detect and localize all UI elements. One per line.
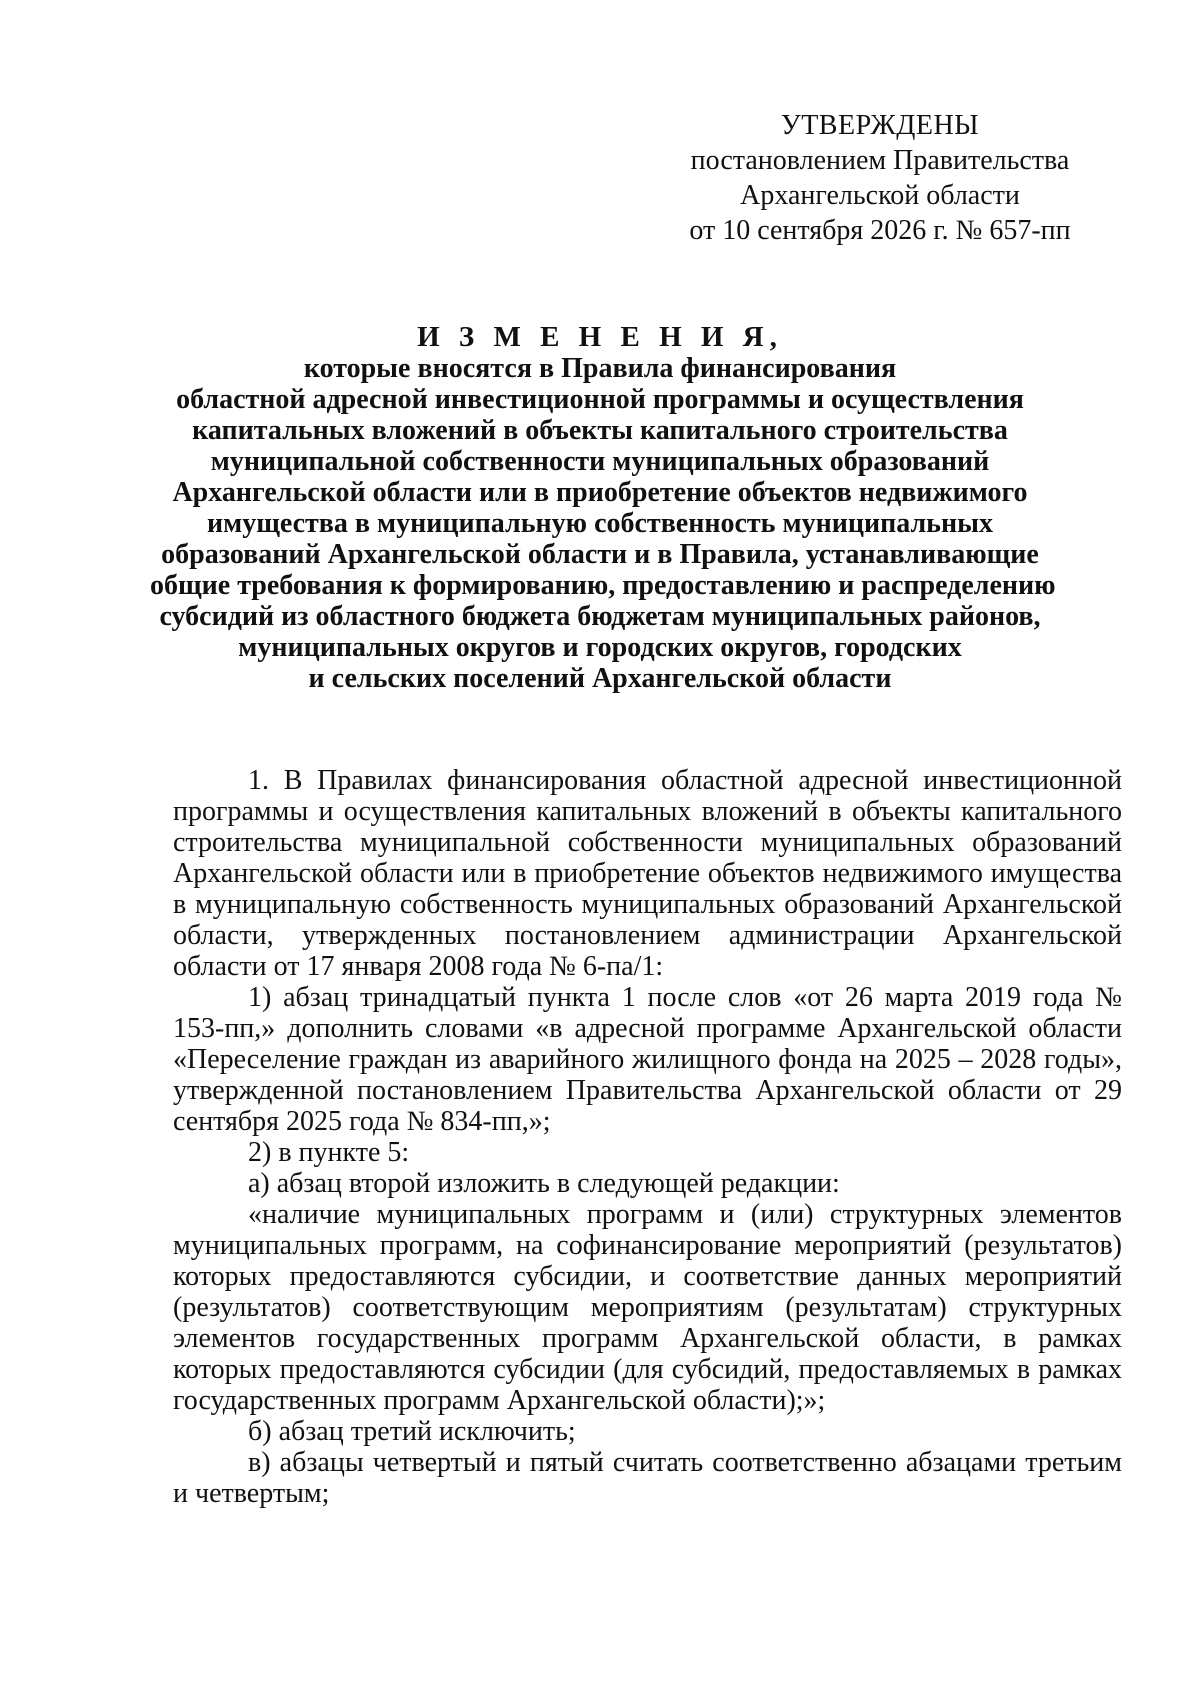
body-paragraph: б) абзац третий исключить; [248, 1416, 576, 1447]
heading-line: общие требования к формированию, предоставлению и распределению [150, 570, 1056, 601]
approval-block [660, 108, 1100, 248]
body-paragraph: «наличие муниципальных программ и (или) структурных элементов муниципальных программ, на софинансирование мероприятий (результатов) которых предоставляются субсидии, и соответствие данных мероприятий (результатов) соответствующим мероприятиям (результатам) структурных элементов государственных программ Архангельской области, в рамках которых предоставляются субсидии (для субсидий, предоставляемых в рамках государственных программ Архангельской области);»; [173, 1199, 1122, 1416]
heading-line: имущества в муниципальную собственность муниципальных [207, 508, 993, 539]
body-paragraph: в) абзацы четвертый и пятый считать соответственно абзацами третьим и четвертым; [173, 1447, 1122, 1509]
document-heading [150, 321, 1056, 694]
body-paragraph: 2) в пункте 5: [248, 1137, 410, 1168]
heading-line: капитальных вложений в объекты капитального строительства [192, 415, 1008, 446]
body-paragraph: а) абзац второй изложить в следующей редакции: [248, 1168, 840, 1199]
heading-line: субсидий из областного бюджета бюджетам муниципальных районов, [159, 601, 1041, 632]
heading-line: которые вносятся в Правила финансирования [303, 353, 897, 384]
heading-line: образований Архангельской области и в Правила, устанавливающие [161, 539, 1039, 570]
approval-title: УТВЕРЖДЕНЫ [780, 110, 980, 141]
heading-line: муниципальных округов и городских округов, городских [238, 632, 962, 663]
approval-line: Архангельской области [740, 180, 1020, 211]
approval-date-line: от 10 сентября 2026 г. № 657-пп [689, 215, 1071, 246]
heading-line: областной адресной инвестиционной программы и осуществления [176, 384, 1024, 415]
body-paragraph: 1) абзац тринадцатый пункта 1 после слов «от 26 марта 2019 года № 153-пп,» дополнить словами «в адресной программе Архангельской области «Переселение граждан из аварийного жилищного фонда на 2025 – 2028 годы», утвержденной постановлением Правительства Архангельской области от 29 сентября 2025 года № 834-пп,»; [173, 982, 1122, 1137]
heading-line: муниципальной собственности муниципальных образований [210, 446, 990, 477]
approval-line: постановлением Правительства [690, 145, 1070, 176]
heading-title: И З М Е Н Е Н И Я, [417, 321, 783, 353]
body-paragraph: 1. В Правилах финансирования областной адресной инвестиционной программы и осуществления капитальных вложений в объекты капитального строительства муниципальной собственности муниципальных образований Архангельской области или в приобретение объектов недвижимого имущества в муниципальную собственность муниципальных образований Архангельской области, утвержденных постановлением администрации Архангельской области от 17 января 2008 года № 6-па/1: [173, 765, 1122, 982]
heading-line: и сельских поселений Архангельской области [308, 663, 892, 694]
document-body [173, 765, 1122, 1509]
heading-line: Архангельской области или в приобретение объектов недвижимого [172, 477, 1028, 508]
